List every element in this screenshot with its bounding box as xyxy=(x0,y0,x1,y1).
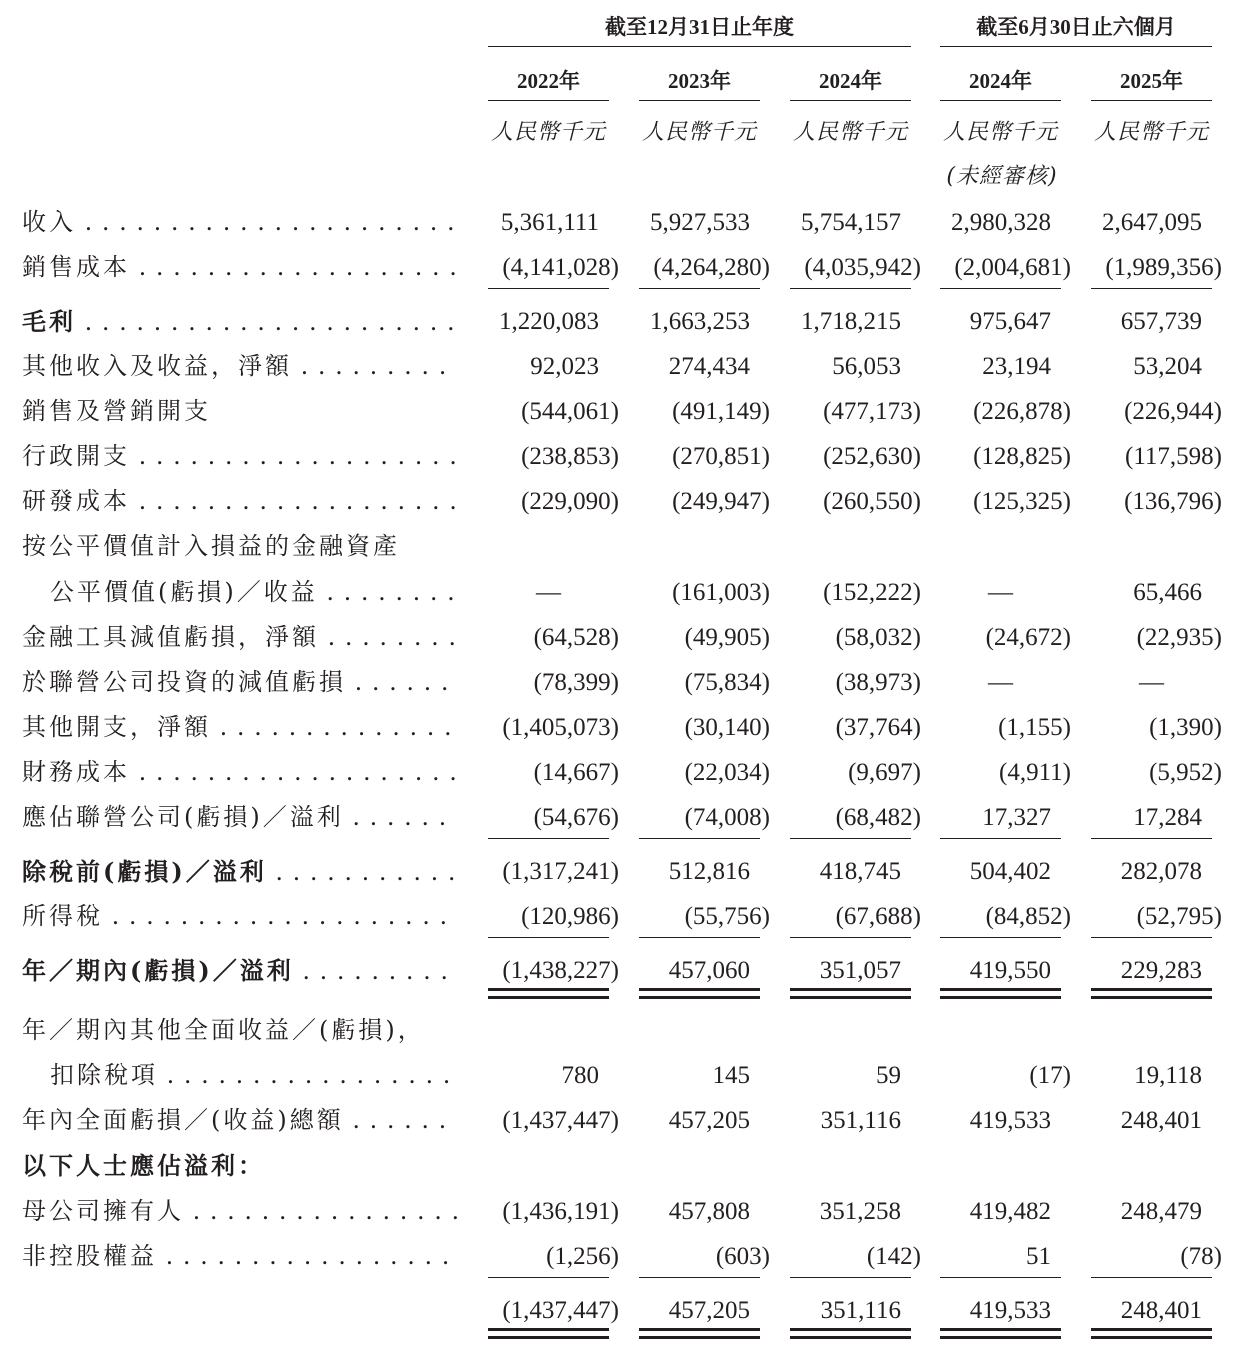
value-cell: (5,952) xyxy=(1149,759,1222,786)
value-cell: (78,399) xyxy=(533,669,619,696)
year-header-2024: 2024年 xyxy=(790,64,911,101)
value-cell: (226,944) xyxy=(1124,398,1222,425)
value-cell: 282,078 xyxy=(1120,858,1202,885)
value-cell: 1,220,083 xyxy=(499,308,599,335)
total-double-rule xyxy=(1091,988,1212,999)
row-revenue xyxy=(0,200,1242,245)
value-cell: 51 xyxy=(1026,1243,1051,1270)
value-cell: (270,851) xyxy=(672,443,770,470)
value-cell: (1,436,191) xyxy=(502,1198,619,1225)
value-cell: 5,927,533 xyxy=(650,209,750,236)
subtotal-rule xyxy=(639,838,760,839)
value-cell: 56,053 xyxy=(832,353,901,380)
value-cell: (4,141,028) xyxy=(502,254,619,281)
subtotal-rule xyxy=(1091,838,1212,839)
row-share-associates xyxy=(0,795,1242,840)
value-cell: (1,438,227) xyxy=(502,957,619,984)
value-cell: (1,317,241) xyxy=(502,858,619,885)
row-label: 金融工具減值虧損，淨額 . . . xyxy=(22,615,458,660)
row-finance-costs xyxy=(0,750,1242,795)
value-cell: (58,032) xyxy=(835,624,921,651)
row-label: 除稅前(虧損)／溢利 . . . xyxy=(22,849,458,894)
value-cell: 145 xyxy=(712,1062,750,1089)
value-cell: (14,667) xyxy=(533,759,619,786)
year-header-2024-half: 2024年 xyxy=(940,64,1061,101)
value-cell: (1,989,356) xyxy=(1105,254,1222,281)
value-cell: (38,973) xyxy=(835,669,921,696)
value-cell: 657,739 xyxy=(1120,308,1202,335)
unaudited-note: (未經審核) xyxy=(946,164,1058,189)
value-cell: 5,754,157 xyxy=(801,209,901,236)
subtotal-rule xyxy=(790,1277,911,1278)
value-cell: (84,852) xyxy=(985,903,1071,930)
value-cell: 419,533 xyxy=(969,1107,1051,1134)
total-double-rule xyxy=(1091,1328,1212,1339)
row-label: 其他收入及收益，淨額 . . . xyxy=(22,344,458,389)
value-cell: (2,004,681) xyxy=(954,254,1071,281)
value-cell: (249,947) xyxy=(672,488,770,515)
value-cell: (252,630) xyxy=(823,443,921,470)
row-label: 按公平價值計入損益的金融資產 xyxy=(22,532,400,560)
year-header-2025-half: 2025年 xyxy=(1091,64,1212,101)
value-cell: (49,905) xyxy=(684,624,770,651)
row-selling-expenses xyxy=(0,389,1242,434)
row-label xyxy=(22,1288,458,1333)
row-gross-profit xyxy=(0,299,1242,344)
row-impairment-associates xyxy=(0,660,1242,705)
row-profit-before-tax xyxy=(0,849,1242,894)
row-label: 年內全面虧損／(收益)總額 . . . xyxy=(22,1098,458,1143)
subtotal-rule xyxy=(1091,937,1212,938)
row-fvtpl-heading xyxy=(0,524,1242,569)
value-cell: 457,205 xyxy=(668,1107,750,1134)
total-double-rule xyxy=(639,1328,760,1339)
value-cell: 17,284 xyxy=(1133,804,1202,831)
value-cell: (22,935) xyxy=(1136,624,1222,651)
row-non-controlling xyxy=(0,1234,1242,1279)
value-cell: (37,764) xyxy=(835,714,921,741)
value-cell: 351,116 xyxy=(820,1297,901,1324)
value-cell: 65,466 xyxy=(1133,579,1202,606)
value-cell: (161,003) xyxy=(672,579,770,606)
value-cell: (260,550) xyxy=(823,488,921,515)
value-cell: (55,756) xyxy=(684,903,770,930)
value-cell: (142) xyxy=(866,1243,921,1270)
value-cell: (1,437,447) xyxy=(502,1297,619,1324)
row-total-attributable xyxy=(0,1288,1242,1333)
value-cell: (1,390) xyxy=(1149,714,1222,741)
value-cell: 248,401 xyxy=(1120,1107,1202,1134)
subtotal-rule xyxy=(790,288,911,289)
row-label: 於聯營公司投資的減值虧損 . . . xyxy=(22,660,458,705)
value-cell: 17,327 xyxy=(982,804,1051,831)
value-cell: (1,155) xyxy=(998,714,1071,741)
row-label: 非控股權益 . . . xyxy=(22,1234,458,1279)
value-cell: (17) xyxy=(1029,1062,1071,1089)
value-cell: 512,816 xyxy=(668,858,750,885)
value-cell: 351,116 xyxy=(820,1107,901,1134)
row-label: 其他開支，淨額 . . . xyxy=(22,705,458,750)
value-cell: 274,434 xyxy=(668,353,750,380)
value-cell: (67,688) xyxy=(835,903,921,930)
subtotal-rule xyxy=(940,937,1061,938)
row-label: 銷售及營銷開支 xyxy=(22,397,211,425)
value-cell: (226,878) xyxy=(973,398,1071,425)
total-double-rule xyxy=(488,988,609,999)
row-cost-of-sales xyxy=(0,245,1242,290)
subtotal-rule xyxy=(790,838,911,839)
row-label: 銷售成本 . . . xyxy=(22,245,458,290)
total-double-rule xyxy=(790,1328,911,1339)
value-cell: (1,256) xyxy=(546,1243,619,1270)
row-income-tax xyxy=(0,894,1242,939)
value-cell: (238,853) xyxy=(521,443,619,470)
value-cell: (30,140) xyxy=(684,714,770,741)
row-fvtpl-value xyxy=(0,570,1242,615)
subtotal-rule xyxy=(488,1277,609,1278)
row-owners-parent xyxy=(0,1189,1242,1234)
unit-label: 人民幣千元 xyxy=(641,120,757,145)
value-cell: (1,405,073) xyxy=(502,714,619,741)
value-cell: 248,401 xyxy=(1120,1297,1202,1324)
row-label: 所得稅 . . . xyxy=(22,894,458,939)
value-cell: 229,283 xyxy=(1120,957,1202,984)
value-cell: (4,911) xyxy=(999,759,1071,786)
value-cell: (128,825) xyxy=(973,443,1071,470)
value-cell: (152,222) xyxy=(823,579,921,606)
value-cell: (491,149) xyxy=(672,398,770,425)
subtotal-rule xyxy=(639,937,760,938)
value-cell: (24,672) xyxy=(985,624,1071,651)
value-cell: (75,834) xyxy=(684,669,770,696)
value-cell: 418,745 xyxy=(819,858,901,885)
value-cell: 1,663,253 xyxy=(650,308,750,335)
row-label: 扣除稅項 . . . xyxy=(50,1053,458,1098)
value-cell: 59 xyxy=(876,1062,901,1089)
value-cell: 780 xyxy=(561,1062,599,1089)
value-cell: (4,264,280) xyxy=(653,254,770,281)
header-group-half: 截至6月30日止六個月 xyxy=(940,12,1212,47)
year-header-2023: 2023年 xyxy=(639,64,760,101)
value-cell: (54,676) xyxy=(533,804,619,831)
subtotal-rule xyxy=(488,937,609,938)
value-cell: (136,796) xyxy=(1124,488,1222,515)
subtotal-rule xyxy=(1091,288,1212,289)
row-label: 行政開支 . . . xyxy=(22,434,458,479)
value-cell: (477,173) xyxy=(823,398,921,425)
row-other-expenses xyxy=(0,705,1242,750)
subtotal-rule xyxy=(1091,1277,1212,1278)
row-admin-expenses xyxy=(0,434,1242,479)
unit-label: 人民幣千元 xyxy=(942,120,1058,145)
value-cell: 419,533 xyxy=(969,1297,1051,1324)
row-label: 財務成本 . . . xyxy=(22,750,458,795)
value-cell: (1,437,447) xyxy=(502,1107,619,1134)
value-cell: 351,258 xyxy=(819,1198,901,1225)
subtotal-rule xyxy=(488,288,609,289)
row-oci-net-tax xyxy=(0,1053,1242,1098)
value-cell: (603) xyxy=(715,1243,770,1270)
subtotal-rule xyxy=(488,838,609,839)
row-label: 母公司擁有人 . . . xyxy=(22,1189,458,1234)
value-cell: 23,194 xyxy=(982,353,1051,380)
year-header-2022: 2022年 xyxy=(488,64,609,101)
value-cell: 975,647 xyxy=(969,308,1051,335)
value-cell: (74,008) xyxy=(684,804,770,831)
value-cell: (4,035,942) xyxy=(804,254,921,281)
value-cell: — xyxy=(988,579,1013,606)
value-cell: 92,023 xyxy=(530,353,599,380)
row-label: 年／期內其他全面收益／(虧損)， xyxy=(22,1016,425,1044)
value-cell: 2,647,095 xyxy=(1102,209,1202,236)
value-cell: 19,118 xyxy=(1134,1062,1202,1089)
value-cell: (120,986) xyxy=(521,903,619,930)
row-label: 以下人士應佔溢利： xyxy=(22,1151,265,1180)
value-cell: 457,205 xyxy=(668,1297,750,1324)
row-label: 應佔聯營公司(虧損)／溢利 . . . xyxy=(22,795,458,840)
value-cell: (52,795) xyxy=(1136,903,1222,930)
total-double-rule xyxy=(940,1328,1061,1339)
row-label: 收入 . . . xyxy=(22,200,458,245)
unit-label: 人民幣千元 xyxy=(792,120,908,145)
value-cell: (78) xyxy=(1180,1243,1222,1270)
value-cell: (64,528) xyxy=(533,624,619,651)
value-cell: 2,980,328 xyxy=(951,209,1051,236)
value-cell: — xyxy=(536,579,561,606)
value-cell: (544,061) xyxy=(521,398,619,425)
unit-label: 人民幣千元 xyxy=(1093,120,1209,145)
value-cell: (125,325) xyxy=(973,488,1071,515)
row-label: 研發成本 . . . xyxy=(22,479,458,524)
value-cell: — xyxy=(988,669,1013,696)
row-label: 公平價值(虧損)／收益 . . . xyxy=(50,570,458,615)
total-double-rule xyxy=(488,1328,609,1339)
value-cell: 419,482 xyxy=(969,1198,1051,1225)
subtotal-rule xyxy=(940,1277,1061,1278)
value-cell: 53,204 xyxy=(1133,353,1202,380)
subtotal-rule xyxy=(639,288,760,289)
row-oci-heading xyxy=(0,1008,1242,1053)
subtotal-rule xyxy=(940,838,1061,839)
subtotal-rule xyxy=(639,1277,760,1278)
total-double-rule xyxy=(940,988,1061,999)
value-cell: 419,550 xyxy=(969,957,1051,984)
unit-label: 人民幣千元 xyxy=(490,120,606,145)
value-cell: 457,060 xyxy=(668,957,750,984)
value-cell: 1,718,215 xyxy=(801,308,901,335)
value-cell: (68,482) xyxy=(835,804,921,831)
value-cell: (229,090) xyxy=(521,488,619,515)
value-cell: (9,697) xyxy=(848,759,921,786)
value-cell: — xyxy=(1139,669,1164,696)
row-rnd-costs xyxy=(0,479,1242,524)
subtotal-rule xyxy=(940,288,1061,289)
total-double-rule xyxy=(639,988,760,999)
row-total-comprehensive xyxy=(0,1098,1242,1143)
row-label: 年／期內(虧損)／溢利 . . . xyxy=(22,948,458,993)
value-cell: 351,057 xyxy=(819,957,901,984)
row-impairment-financial xyxy=(0,615,1242,660)
row-attributable-heading xyxy=(0,1143,1242,1188)
row-profit-for-period xyxy=(0,948,1242,993)
value-cell: (117,598) xyxy=(1125,443,1222,470)
subtotal-rule xyxy=(790,937,911,938)
value-cell: 504,402 xyxy=(969,858,1051,885)
value-cell: 5,361,111 xyxy=(500,209,599,236)
value-cell: (22,034) xyxy=(684,759,770,786)
value-cell: 457,808 xyxy=(668,1198,750,1225)
total-double-rule xyxy=(790,988,911,999)
value-cell: 248,479 xyxy=(1120,1198,1202,1225)
header-group-year: 截至12月31日止年度 xyxy=(488,12,911,47)
row-label: 毛利 . . . xyxy=(22,299,458,344)
row-other-income xyxy=(0,344,1242,389)
